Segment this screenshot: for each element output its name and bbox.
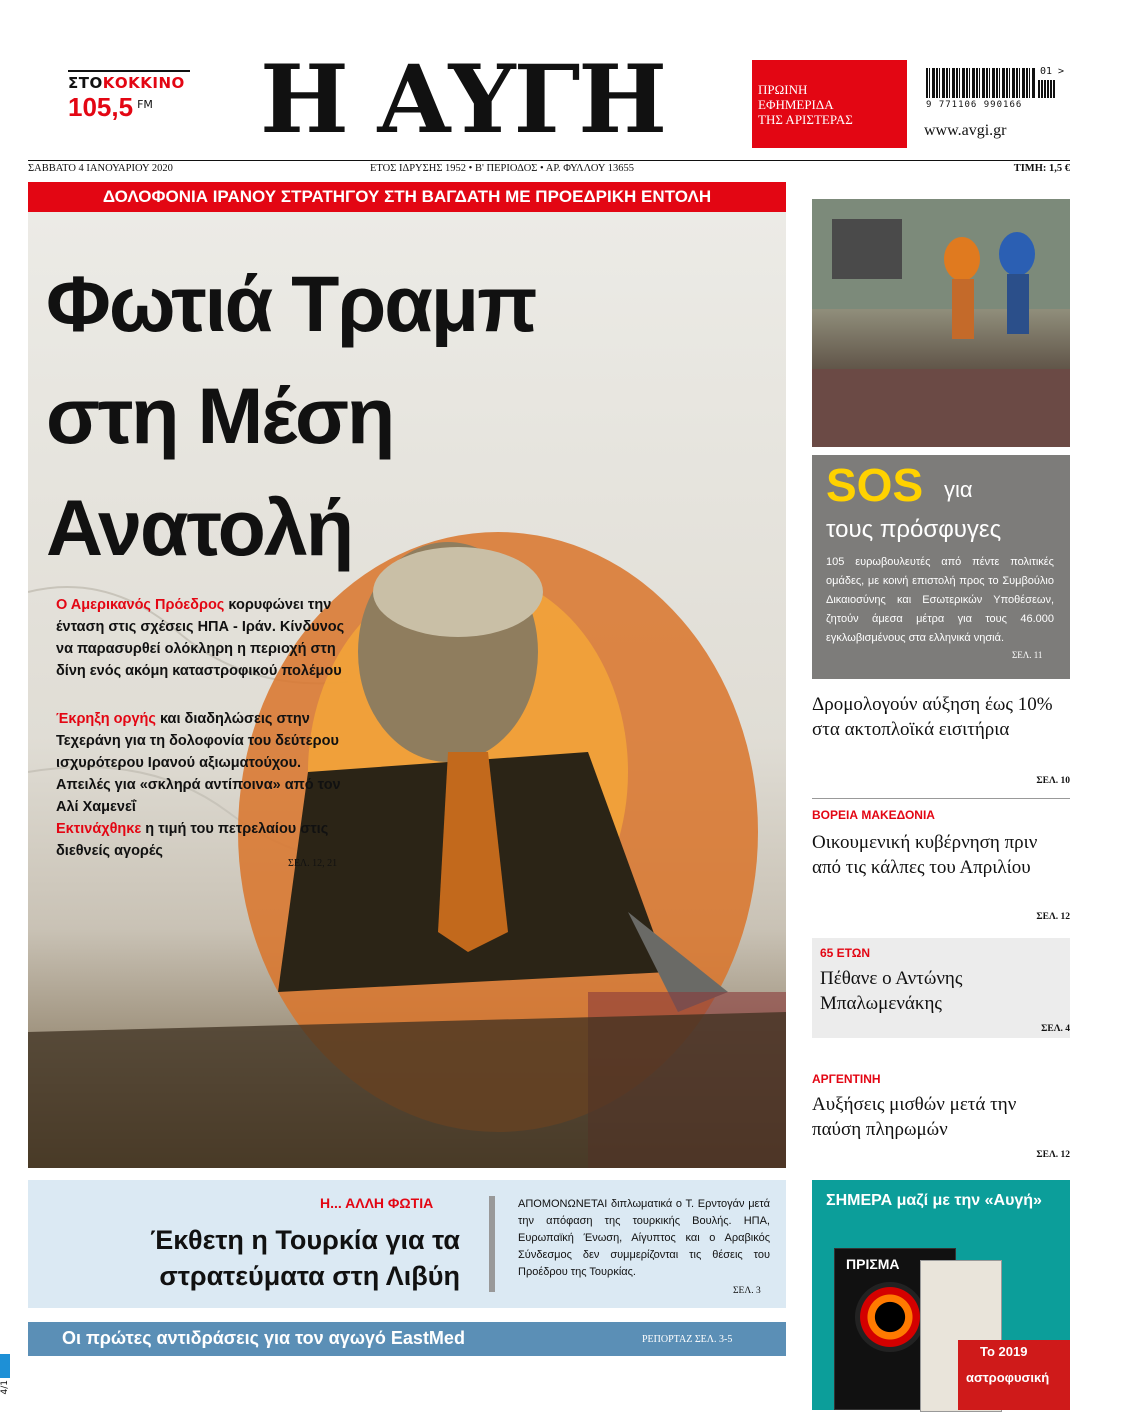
eastmed-page-ref: ΡΕΠΟΡΤΑΖ ΣΕΛ. 3-5 xyxy=(642,1334,733,1345)
lead-page-ref: ΣΕΛ. 12, 21 xyxy=(288,858,338,869)
child-figure xyxy=(952,279,974,339)
edge-color-marker xyxy=(0,1354,10,1378)
issue-code: 01 > xyxy=(1040,66,1065,77)
refugees-page-ref: ΣΕΛ. 11 xyxy=(1012,650,1043,660)
magazine-cover-year: Το 2019 xyxy=(980,1344,1028,1359)
turkey-body: ΑΠΟΜΟΝΩΝΕΤΑΙ διπλωματικά ο Τ. Ερντογάν μετά την απόφαση της τουρκικής Βουλής. ΗΠΑ, Ευρωπαϊκή Ένωση, Αίγυπτος και ο Αραβικός Σύνδεσμος δεν συμμερίζονται τις θέσεις του Προέδρου της Τουρκίας. xyxy=(518,1198,770,1278)
refugees-headline-gia: για xyxy=(944,477,973,502)
magazine-title: ΠΡΙΣΜΑ xyxy=(846,1256,900,1272)
obituary-page-ref: ΣΕΛ. 4 xyxy=(1041,1024,1070,1034)
magazine-cover-graphic xyxy=(855,1282,925,1352)
issue-price: ΤΙΜΗ: 1,5 € xyxy=(1013,163,1070,174)
lead-paragraph: Ο Αμερικανός Πρόεδρος κορυφώνει την ένταση στις σχέσεις ΗΠΑ - Ιράν. Κίνδυνος να παρασυρθεί ολόκληρη η περιοχή στη δίνη ενός ακόμη καταστροφικού πολέμου xyxy=(56,597,345,679)
tagline-box: ΠΡΩΙΝΗ ΕΦΗΜΕΡΙΔΑ ΤΗΣ ΑΡΙΣΤΕΡΑΣ xyxy=(752,60,907,148)
edge-code: 4/1 xyxy=(0,1380,10,1395)
turkey-page-ref: ΣΕΛ. 3 xyxy=(733,1286,761,1296)
macedonia-headline: Οικουμενική κυβέρνηση πριν από τις κάλπες του Απριλίου xyxy=(812,832,1038,878)
macedonia-page-ref: ΣΕΛ. 12 xyxy=(1036,912,1070,922)
newspaper-title: Η ΑΥΓΗ xyxy=(260,45,666,155)
issue-info: ΕΤΟΣ ΙΔΡΥΣΗΣ 1952 • Β' ΠΕΡΙΟΔΟΣ • ΑΡ. ΦΥΛΛΟΥ 13655 xyxy=(370,163,634,174)
dateline xyxy=(28,160,1070,179)
photo-clothes-pile xyxy=(812,369,1070,447)
refugees-body: 105 ευρωβουλευτές από πέντε πολιτικές ομάδες, με κοινή επιστολή προς το Συμβούλιο Δικαιοσύνης και Εσωτερικών Υποθέσεων, ζητούν άμεσα μέτρα για τους 46.000 εγκλωβισμένους στα ελληνικά νησιά. xyxy=(826,556,1054,644)
radio-brand: ΣΤΟΚΟΚΚΙΝΟ xyxy=(68,70,190,92)
radio-frequency: 105,5 xyxy=(68,92,134,122)
refugees-photo xyxy=(812,199,1070,447)
barcode xyxy=(926,68,1036,98)
lead-headline: Φωτιά Τραμπ στη Μέση Ανατολή xyxy=(46,259,536,572)
website-link[interactable]: www.avgi.gr xyxy=(924,122,1007,139)
ferry-page-ref: ΣΕΛ. 10 xyxy=(1036,776,1070,786)
child-figure xyxy=(999,232,1035,276)
radio-logo xyxy=(68,70,190,123)
lead-paragraph: Έκρηξη οργής και διαδηλώσεις στην Τεχεράνη για τη δολοφονία του δεύτερου ισχυρότερου Ιρανού αξιωματούχου. Απειλές για «σκληρά αντίποινα» από τον Αλί Χαμενεΐ xyxy=(56,711,341,815)
turkey-headline: Έκθετη η Τουρκία για τα στρατεύματα στη Λιβύη xyxy=(150,1225,460,1291)
divider xyxy=(812,798,1070,799)
supplement-title: ΣΗΜΕΡΑ μαζί με την «Αυγή» xyxy=(826,1192,1042,1209)
turkey-kicker: Η... ΑΛΛΗ ΦΩΤΙΑ xyxy=(320,1195,434,1211)
argentina-kicker: ΑΡΓΕΝΤΙΝΗ xyxy=(812,1072,881,1086)
obituary-kicker: 65 ΕΤΩΝ xyxy=(820,946,871,960)
eastmed-headline: Οι πρώτες αντιδράσεις για τον αγωγό EastMed xyxy=(62,1328,465,1348)
turkey-divider xyxy=(489,1196,495,1292)
issue-date: ΣΑΒΒΑΤΟ 4 ΙΑΝΟΥΑΡΙΟΥ 2020 xyxy=(28,163,173,174)
lead-paragraph: Εκτινάχθηκε η τιμή του πετρελαίου στις διεθνείς αγορές xyxy=(56,821,329,859)
child-figure xyxy=(1007,274,1029,334)
refugees-headline: τους πρόσφυγες xyxy=(826,516,1002,543)
crowd xyxy=(28,1012,786,1168)
magazine-cover-title: αστροφυσική xyxy=(966,1370,1050,1385)
ferry-headline: Δρομολογούν αύξηση έως 10% στα ακτοπλοϊκά εισιτήρια xyxy=(812,694,1053,740)
photo-tent xyxy=(832,219,902,279)
lead-kicker: ΔΟΛΟΦΟΝΙΑ ΙΡΑΝΟΥ ΣΤΡΑΤΗΓΟΥ ΣΤΗ ΒΑΓΔΑΤΗ ΜΕ ΠΡΟΕΔΡΙΚΗ ΕΝΤΟΛΗ xyxy=(28,182,786,212)
refugees-photo-svg xyxy=(812,199,1070,447)
radio-band: FM xyxy=(137,98,153,111)
barcode-number: 9 771106 990166 xyxy=(926,100,1023,110)
macedonia-kicker: ΒΟΡΕΙΑ ΜΑΚΕΔΟΝΙΑ xyxy=(812,808,935,822)
obituary-headline: Πέθανε ο Αντώνης Μπαλωμενάκης xyxy=(820,968,963,1014)
argentina-page-ref: ΣΕΛ. 12 xyxy=(1036,1150,1070,1160)
barcode-addon xyxy=(1038,80,1056,98)
argentina-headline: Αυξήσεις μισθών μετά την παύση πληρωμών xyxy=(812,1094,1017,1140)
refugees-sos: SOS xyxy=(826,459,924,511)
child-figure xyxy=(944,237,980,281)
